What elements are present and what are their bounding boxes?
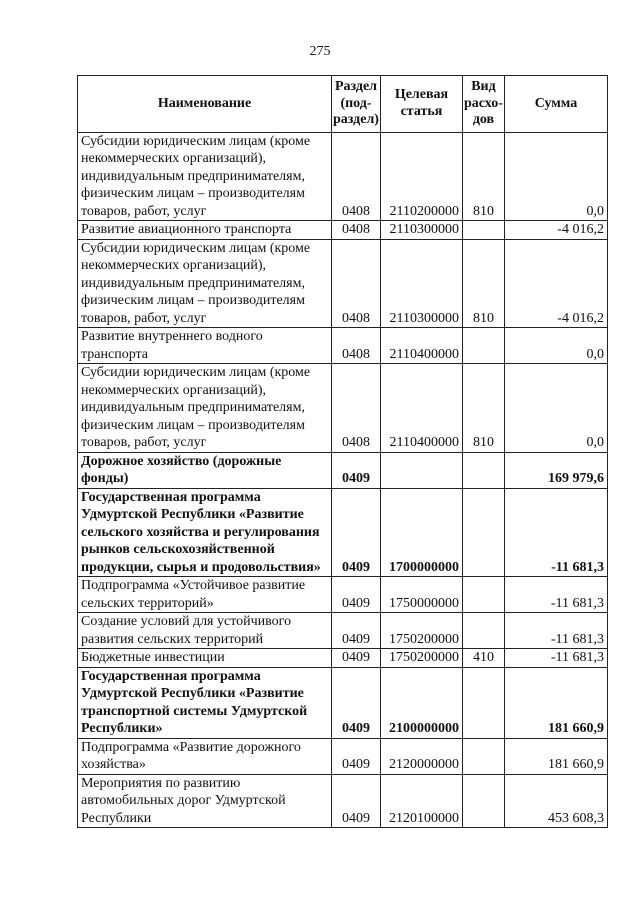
budget-table [77,75,608,828]
cell-summa: 169 979,6 [504,452,607,488]
cell-celevaya: 2110400000 [380,364,462,453]
cell-razdel: 0409 [332,649,381,668]
cell-vid [462,488,504,577]
table-row [78,132,608,221]
cell-razdel: 0409 [332,488,381,577]
cell-name: Подпрограмма «Развитие дорожного хозяйства» [78,738,332,774]
cell-vid: 810 [462,364,504,453]
cell-razdel: 0408 [332,364,381,453]
cell-summa: 0,0 [504,132,607,221]
table-row [78,364,608,453]
cell-razdel: 0408 [332,221,381,240]
cell-vid [462,738,504,774]
cell-celevaya: 2110400000 [380,328,462,364]
cell-celevaya: 1750000000 [380,577,462,613]
cell-name: Субсидии юридическим лицам (кроме некоммерческих организаций), индивидуальным предпринимателям, физическим лицам – производителям товаров, работ, услуг [78,364,332,453]
cell-summa: -11 681,3 [504,613,607,649]
header-name: Наименование [78,76,332,133]
cell-celevaya [380,452,462,488]
cell-summa: -4 016,2 [504,239,607,328]
cell-celevaya: 2120100000 [380,774,462,828]
cell-name: Подпрограмма «Устойчивое развитие сельских территорий» [78,577,332,613]
cell-celevaya: 1750200000 [380,649,462,668]
cell-celevaya: 2110300000 [380,239,462,328]
cell-summa: -11 681,3 [504,577,607,613]
header-summa: Сумма [504,76,607,133]
table-body [78,132,608,828]
table-row [78,613,608,649]
cell-razdel: 0409 [332,577,381,613]
cell-celevaya: 2110300000 [380,221,462,240]
cell-name: Мероприятия по развитию автомобильных дорог Удмуртской Республики [78,774,332,828]
cell-razdel: 0409 [332,667,381,738]
cell-summa: -11 681,3 [504,488,607,577]
table-row [78,774,608,828]
cell-razdel: 0409 [332,452,381,488]
cell-name: Субсидии юридическим лицам (кроме некоммерческих организаций), индивидуальным предпринимателям, физическим лицам – производителям товаров, работ, услуг [78,239,332,328]
cell-name: Государственная программа Удмуртской Республики «Развитие транспортной системы Удмуртской Республики» [78,667,332,738]
cell-name: Бюджетные инвестиции [78,649,332,668]
cell-vid [462,221,504,240]
table-row [78,649,608,668]
cell-vid [462,328,504,364]
cell-vid [462,774,504,828]
header-celevaya: Целевая статья [380,76,462,133]
cell-summa: 453 608,3 [504,774,607,828]
cell-vid [462,613,504,649]
cell-name: Создание условий для устойчивого развития сельских территорий [78,613,332,649]
table-row [78,738,608,774]
cell-razdel: 0408 [332,328,381,364]
cell-vid: 810 [462,132,504,221]
cell-celevaya: 1750200000 [380,613,462,649]
cell-razdel: 0409 [332,613,381,649]
cell-razdel: 0408 [332,239,381,328]
header-vid: Вид расхо-дов [462,76,504,133]
cell-razdel: 0409 [332,738,381,774]
cell-name: Субсидии юридическим лицам (кроме некоммерческих организаций), индивидуальным предпринимателям, физическим лицам – производителям товаров, работ, услуг [78,132,332,221]
cell-vid: 810 [462,239,504,328]
cell-vid [462,667,504,738]
cell-celevaya: 1700000000 [380,488,462,577]
table-row [78,577,608,613]
cell-name: Дорожное хозяйство (дорожные фонды) [78,452,332,488]
cell-razdel: 0409 [332,774,381,828]
page-number: 275 [309,44,331,59]
cell-celevaya: 2100000000 [380,667,462,738]
cell-summa: -11 681,3 [504,649,607,668]
table-row [78,239,608,328]
table-row [78,221,608,240]
cell-name: Государственная программа Удмуртской Республики «Развитие сельского хозяйства и регулирования рынков сельскохозяйственной продукции, сырья и продовольствия» [78,488,332,577]
cell-summa: 0,0 [504,364,607,453]
table-row [78,667,608,738]
cell-name: Развитие авиационного транспорта [78,221,332,240]
cell-celevaya: 2120000000 [380,738,462,774]
cell-name: Развитие внутреннего водного транспорта [78,328,332,364]
cell-vid: 410 [462,649,504,668]
cell-vid [462,577,504,613]
table-row [78,488,608,577]
cell-summa: -4 016,2 [504,221,607,240]
table-header-row [78,76,608,133]
cell-summa: 181 660,9 [504,738,607,774]
cell-razdel: 0408 [332,132,381,221]
cell-summa: 0,0 [504,328,607,364]
cell-vid [462,452,504,488]
header-razdel: Раздел (под-раздел) [332,76,381,133]
table-row [78,328,608,364]
table-row [78,452,608,488]
cell-celevaya: 2110200000 [380,132,462,221]
cell-summa: 181 660,9 [504,667,607,738]
